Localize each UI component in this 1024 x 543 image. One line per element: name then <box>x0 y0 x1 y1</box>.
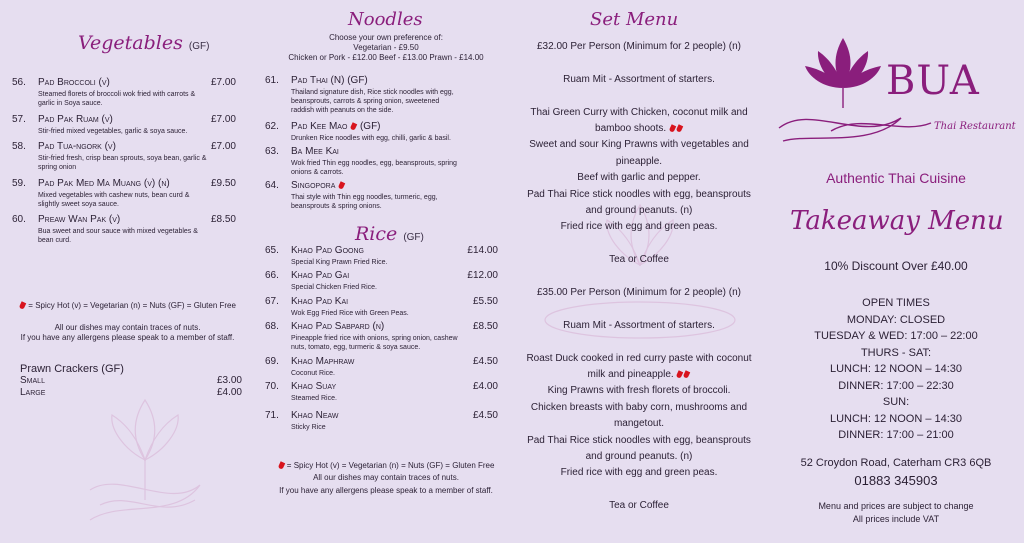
item-price: £4.50 <box>472 410 498 421</box>
item-number: 70. <box>265 381 279 392</box>
item-number: 60. <box>12 214 26 225</box>
item-name: Singopora <box>291 180 345 191</box>
item-number: 66. <box>265 270 279 281</box>
rice-allergen-note: If you have any allergens please speak to a member of staff. <box>279 486 493 495</box>
vegetables-title: Vegetables <box>78 32 183 54</box>
item-description: Bua sweet and sour sauce with mixed vegetables & bean curd. <box>38 228 198 244</box>
item-description: Steamed Rice. <box>291 395 337 402</box>
hours-line: OPEN TIMES <box>862 297 930 309</box>
item-name: Pad Pak Ruam (v) <box>38 114 113 125</box>
item-number: 56. <box>12 77 26 88</box>
set-menu-line: Roast Duck cooked in red curry paste with coconut <box>526 352 752 364</box>
item-description: Stir-fried mixed vegetables, garlic & soya sauce. <box>38 128 188 135</box>
set-menu-line: £32.00 Per Person (Minimum for 2 people) (n) <box>537 41 741 52</box>
noodles-rice-panel <box>255 0 510 543</box>
chili-icon <box>676 123 683 132</box>
item-price: £14.00 <box>467 245 498 256</box>
legend-text: = Spicy Hot (v) = Vegetarian (n) = Nuts (GF) = Gluten Free <box>28 301 236 310</box>
item-name: Khao Maphraw <box>291 356 355 367</box>
set-menu-line: and ground peanuts. (n) <box>585 451 693 462</box>
item-price: £8.50 <box>472 321 498 332</box>
discount-text: 10% Discount Over £40.00 <box>824 259 968 273</box>
item-name: Khao Pad Kai <box>291 296 349 307</box>
item-description: Thailand signature dish, Rice stick noodles with egg, beansprouts, carrots & spring onion, sweetened raddish with peanuts on the side. <box>291 89 454 114</box>
item-price: £4.00 <box>472 381 498 392</box>
item-description: Wok fried Thin egg noodles, egg, beansprouts, spring onions & carrots. <box>291 160 457 176</box>
set-menu-line: Chicken breasts with baby corn, mushrooms and <box>530 401 748 413</box>
rice-nuts-note: All our dishes may contain traces of nuts. <box>313 473 459 482</box>
set-menu-line: Ruam Mit - Assortment of starters. <box>563 73 715 85</box>
item-name: Ba Mee Kai <box>291 146 339 157</box>
item-description: Pineapple fried rice with onions, spring onion, cashew nuts, tomato, egg, turmeric & soya sauce. <box>291 335 458 351</box>
item-number: 65. <box>265 245 279 256</box>
item-name: Khao Pad Goong <box>291 245 364 256</box>
noodles-intro-1: Choose your own preference of: <box>329 33 443 42</box>
hours-line: MONDAY: CLOSED <box>846 313 946 326</box>
chili-icon <box>338 180 345 189</box>
lotus-watermark-icon <box>70 380 220 530</box>
footer-note-1: Menu and prices are subject to change <box>818 501 974 511</box>
hours-line: THURS - SAT: <box>860 346 932 359</box>
info-panel <box>768 0 1024 543</box>
chili-icon <box>676 369 683 378</box>
item-number: 67. <box>265 296 279 307</box>
set-menu-line: King Prawns with fresh florets of broccoli. <box>547 385 731 397</box>
set-menu-line: milk and pineapple. <box>510 367 768 383</box>
item-number: 58. <box>12 141 26 152</box>
noodles-title: Noodles <box>348 9 423 30</box>
item-description: Special Chicken Fried Rice. <box>291 284 377 291</box>
item-price: £5.50 <box>472 296 498 307</box>
item-name: Pad Broccoli (v) <box>38 77 110 88</box>
chili-icon <box>278 460 285 469</box>
set-menu-line: Sweet and sour King Prawns with vegetables and <box>529 139 749 151</box>
logo-subtitle: Thai Restaurant <box>934 121 1016 132</box>
noodles-intro-3: Chicken or Pork - £12.00 Beef - £13.00 Prawn - £14.00 <box>288 53 484 62</box>
chili-icon <box>669 123 676 132</box>
set-menu-panel <box>510 0 768 543</box>
item-name: Khao Suay <box>291 381 337 392</box>
rice-title: Rice <box>355 223 398 245</box>
item-description: Thai style with Thin egg noodles, turmeric, egg, beansprouts & spring onions. <box>291 194 438 210</box>
set-menu-line: Pad Thai Rice stick noodles with egg, beansprouts <box>527 434 751 446</box>
noodles-intro-2: Vegetarian - £9.50 <box>353 43 419 52</box>
hours-line: TUESDAY & WED: 17:00 – 22:00 <box>814 330 978 342</box>
item-number: 61. <box>265 75 279 86</box>
set-menu-line: Pad Thai Rice stick noodles with egg, beansprouts <box>527 188 751 200</box>
legend <box>0 300 255 310</box>
set-menu-title: Set Menu <box>590 9 679 30</box>
takeaway-title: Takeaway Menu <box>790 206 1004 236</box>
item-number: 57. <box>12 114 26 125</box>
item-description: Mixed vegetables with cashew nuts, bean curd & slightly sweet soya sauce. <box>38 192 190 208</box>
item-description: Steamed florets of broccoli wok fried with carrots & garlic in Soya sauce. <box>38 91 196 107</box>
item-price: £7.00 <box>210 141 236 152</box>
item-description: Stir-fried fresh, crisp bean sprouts, soya bean, garlic & spring onion <box>38 155 207 171</box>
small-price: £3.00 <box>216 375 242 386</box>
item-description: Sticky Rice <box>291 424 326 431</box>
rice-legend <box>255 460 517 470</box>
prawn-crackers-title: Prawn Crackers (GF) <box>20 363 124 375</box>
item-price: £12.00 <box>467 270 498 281</box>
item-name: Khao Neaw <box>291 410 339 421</box>
vegetables-gf: (GF) <box>188 41 210 52</box>
allergen-note: If you have any allergens please speak to a member of staff. <box>20 333 235 342</box>
logo-text: BUA <box>886 58 980 104</box>
chili-icon <box>350 121 357 130</box>
vegetables-panel <box>0 0 255 543</box>
phone-number: 01883 345903 <box>854 473 938 488</box>
hours-line: LUNCH: 12 NOON – 14:30 <box>829 363 963 375</box>
vegetables-heading <box>78 32 209 54</box>
set-menu-line: and ground peanuts. (n) <box>585 205 693 216</box>
item-name: Pad Pak Med Ma Muang (v) (n) <box>38 178 170 189</box>
chili-icon <box>19 300 26 309</box>
set-menu-line: mangetout. <box>613 418 665 430</box>
item-number: 64. <box>265 180 279 191</box>
item-description: Wok Egg Fried Rice with Green Peas. <box>291 310 409 317</box>
rice-legend-text: = Spicy Hot (v) = Vegetarian (n) = Nuts (GF) = Gluten Free <box>286 461 495 470</box>
rice-heading <box>355 223 424 245</box>
item-price: £8.50 <box>210 214 236 225</box>
hours-line: SUN: <box>882 396 910 408</box>
item-price: £9.50 <box>210 178 236 189</box>
item-number: 62. <box>265 121 279 132</box>
set-menu-line: pineapple. <box>615 155 663 167</box>
small-label: Small <box>20 375 45 386</box>
hours-line: LUNCH: 12 NOON – 14:30 <box>829 412 963 425</box>
set-menu-line: Beef with garlic and pepper. <box>577 172 701 184</box>
hours-line: DINNER: 17:00 – 22:30 <box>838 379 954 392</box>
item-name: Khao Pad Sabpard (n) <box>291 321 385 332</box>
set-menu-line: Tea or Coffee <box>609 500 669 512</box>
tagline: Authentic Thai Cuisine <box>826 170 966 186</box>
item-number: 69. <box>265 356 279 367</box>
chili-icon <box>683 369 690 378</box>
item-number: 71. <box>265 410 279 421</box>
set-menu-line: Fried rice with egg and green peas. <box>560 221 718 233</box>
item-name: Pad Thai (N) (GF) <box>291 75 368 86</box>
set-menu-line: Fried rice with egg and green peas. <box>560 467 718 479</box>
rice-gf: (GF) <box>403 232 424 243</box>
set-menu-line: Thai Green Curry with Chicken, coconut milk and <box>530 106 748 118</box>
item-number: 59. <box>12 178 26 189</box>
item-number: 63. <box>265 146 279 157</box>
large-price: £4.00 <box>216 387 242 398</box>
item-price: £7.00 <box>210 114 236 125</box>
item-description: Drunken Rice noodles with egg, chilli, garlic & basil. <box>291 135 451 142</box>
set-menu-line: bamboo shoots. <box>510 121 768 137</box>
hours-line: DINNER: 17:00 – 21:00 <box>838 429 954 441</box>
item-price: £7.00 <box>210 77 236 88</box>
address: 52 Croydon Road, Caterham CR3 6QB <box>800 457 992 469</box>
footer-note-2: All prices include VAT <box>852 514 940 524</box>
set-menu-line: Ruam Mit - Assortment of starters. <box>563 319 715 331</box>
item-name: Preaw Wan Pak (v) <box>38 214 121 225</box>
set-menu-line: £35.00 Per Person (Minimum for 2 people) (n) <box>537 287 741 298</box>
item-number: 68. <box>265 321 279 332</box>
item-price: £4.50 <box>472 356 498 367</box>
item-description: Special King Prawn Fried Rice. <box>291 259 388 266</box>
large-label: Large <box>20 387 46 398</box>
item-description: Coconut Rice. <box>291 370 335 377</box>
item-name: Khao Pad Gai <box>291 270 350 281</box>
nuts-note: All our dishes may contain traces of nuts. <box>54 323 201 332</box>
set-menu-line: Tea or Coffee <box>609 254 669 266</box>
item-name: Pad Kee Mao (GF) <box>291 121 381 132</box>
item-name: Pad Tua-ngork (v) <box>38 141 116 152</box>
